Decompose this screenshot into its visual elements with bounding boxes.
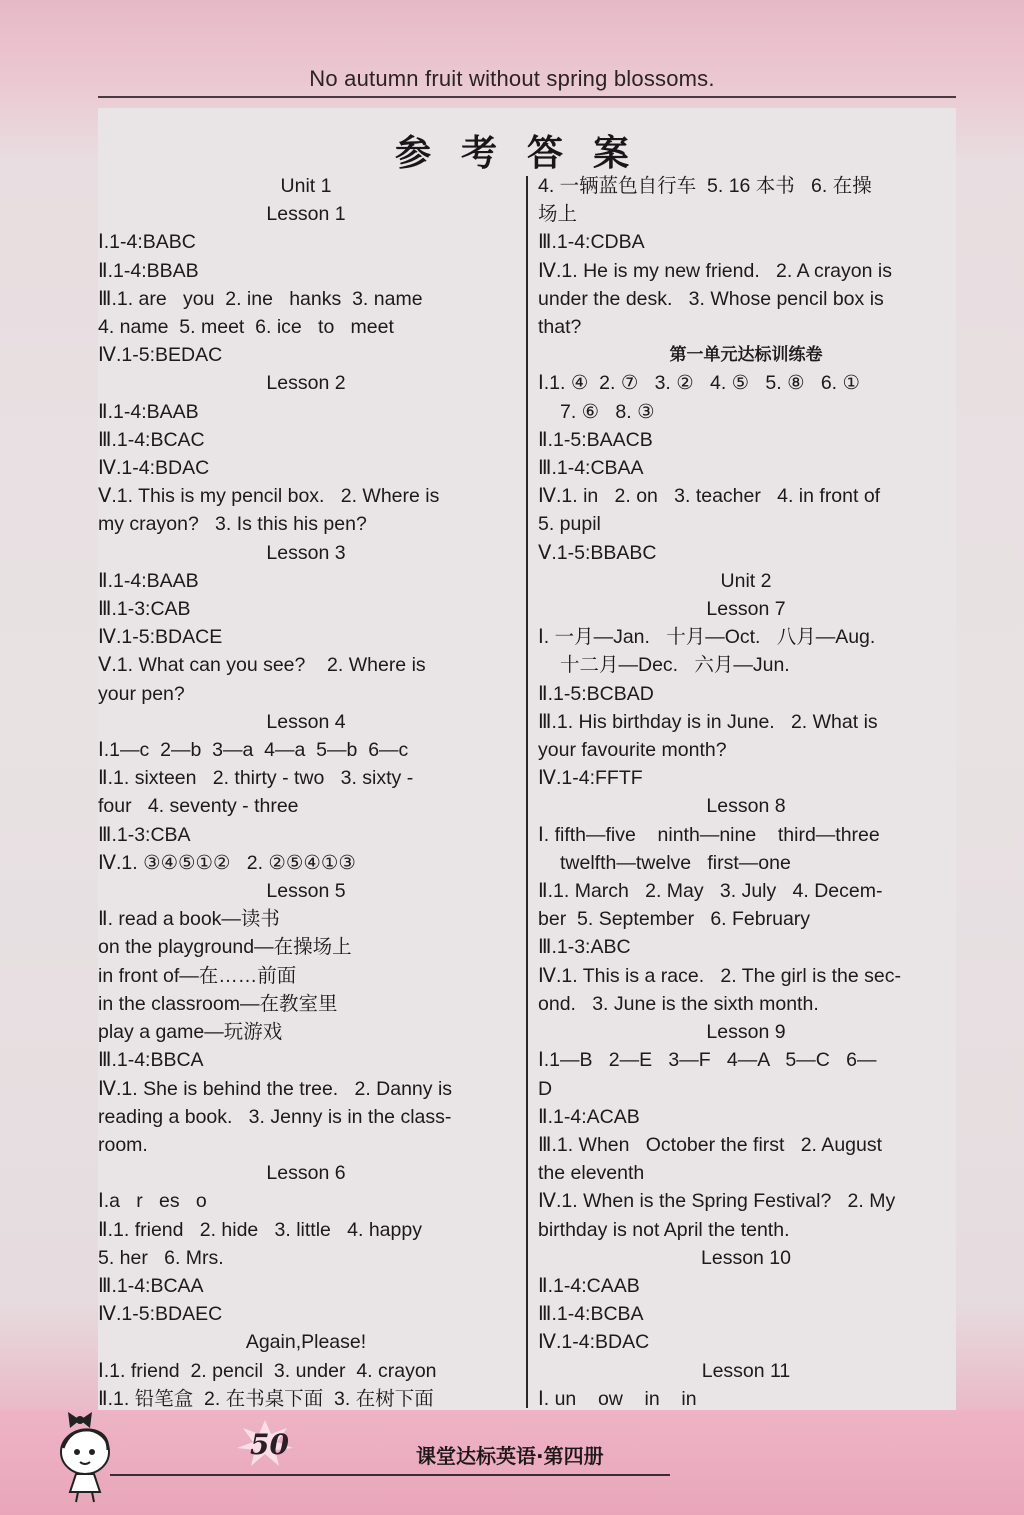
- answer-line: Ⅰ.1—B 2—E 3—F 4—A 5—C 6—: [538, 1049, 877, 1072]
- answer-line: your favourite month?: [538, 739, 727, 762]
- answer-line: Ⅱ.1. sixteen 2. thirty - two 3. sixty -: [98, 767, 414, 790]
- answer-line: Lesson 4: [266, 710, 346, 733]
- answer-line: Ⅱ.1-4:BAAB: [98, 569, 199, 592]
- answer-line: Lesson 10: [701, 1246, 791, 1269]
- answer-line: in front of—在……前面: [98, 964, 297, 987]
- answer-line: Ⅲ.1-4:BBCA: [98, 1049, 204, 1072]
- answer-line: Ⅲ.1. When October the first 2. August: [538, 1133, 883, 1156]
- answer-line: Ⅰ.1. ④ 2. ⑦ 3. ② 4. ⑤ 5. ⑧ 6. ①: [538, 372, 860, 395]
- answer-line: Ⅰ. fifth—five ninth—nine third—three: [538, 823, 880, 846]
- answer-line: room.: [98, 1133, 148, 1156]
- answer-line: ond. 3. June is the sixth month.: [538, 992, 819, 1015]
- answer-line: Ⅲ.1-4:CBAA: [538, 457, 644, 480]
- answer-line: Ⅰ.1—c 2—b 3—a 4—a 5—b 6—c: [98, 739, 409, 762]
- answer-line: Ⅲ.1-4:BCAC: [98, 428, 205, 451]
- answer-line: Lesson 2: [266, 372, 346, 395]
- answer-line: Lesson 5: [266, 880, 346, 903]
- answer-line: 场上: [538, 203, 578, 226]
- answer-line: Ⅲ.1. His birthday is in June. 2. What is: [538, 710, 878, 733]
- answer-line: Ⅰ.1. friend 2. pencil 3. under 4. crayon: [98, 1359, 437, 1382]
- page-title: 参考答案: [394, 133, 659, 174]
- answer-line: Lesson 7: [706, 598, 786, 621]
- answer-line: birthday is not April the tenth.: [538, 1218, 790, 1241]
- answer-line: Ⅱ.1-4:BAAB: [98, 400, 199, 423]
- answer-line: D: [538, 1077, 553, 1100]
- answer-line: 十二月—Dec. 六月—Jun.: [560, 654, 790, 677]
- answer-line: Ⅲ.1-3:CAB: [98, 598, 191, 621]
- answer-line: twelfth—twelve first—one: [560, 851, 791, 874]
- answer-line: Ⅳ.1-4:BDAC: [538, 1331, 650, 1354]
- footer-rule: [110, 1474, 670, 1476]
- answer-line: Ⅴ.1. What can you see? 2. Where is: [98, 654, 426, 677]
- answer-line: Ⅱ.1. 铅笔盒 2. 在书桌下面 3. 在树下面: [98, 1387, 434, 1410]
- answer-line: Ⅰ. un ow in in: [538, 1387, 697, 1410]
- answer-line: 7. ⑥ 8. ③: [560, 400, 655, 423]
- answer-line: Ⅲ.1-3:ABC: [538, 936, 631, 959]
- answer-line: 4. name 5. meet 6. ice to meet: [98, 316, 394, 339]
- answer-line: Ⅳ.1. ③④⑤①② 2. ②⑤④①③: [98, 851, 356, 874]
- book-title: 课堂达标英语·第四册: [416, 1444, 604, 1468]
- answer-line: Lesson 9: [706, 1021, 786, 1044]
- answer-line: Ⅲ.1-4:BCAA: [98, 1274, 204, 1297]
- answer-line: Lesson 11: [701, 1359, 791, 1382]
- answer-line: ber 5. September 6. February: [538, 908, 811, 931]
- answer-line: Ⅱ.1-5:BAACB: [538, 428, 653, 451]
- answer-line: reading a book. 3. Jenny is in the class-: [98, 1105, 452, 1128]
- answer-line: my crayon? 3. Is this his pen?: [98, 513, 367, 536]
- answer-line: that?: [538, 316, 582, 339]
- answer-line: Ⅱ.1-4:CAAB: [538, 1274, 640, 1297]
- answer-line: Again,Please!: [245, 1331, 367, 1354]
- answer-line: Lesson 1: [266, 203, 346, 226]
- answer-line: under the desk. 3. Whose pencil box is: [538, 287, 884, 310]
- answer-line: on the playground—在操场上: [98, 936, 352, 959]
- answer-line: the eleventh: [538, 1162, 645, 1185]
- answer-line: Ⅰ.a r es o: [98, 1190, 207, 1213]
- answer-line: Ⅴ.1-5:BBABC: [538, 541, 657, 564]
- right-column: [538, 172, 954, 1413]
- answer-line: play a game—玩游戏: [98, 1021, 283, 1044]
- column-divider: [526, 176, 528, 1408]
- answer-line: Lesson 6: [266, 1162, 346, 1185]
- answer-line: Ⅳ.1-4:BDAC: [98, 457, 210, 480]
- answer-line: Ⅳ.1. in 2. on 3. teacher 4. in front of: [538, 485, 881, 508]
- header-motto: No autumn fruit without spring blossoms.: [309, 66, 715, 91]
- answer-line: Ⅳ.1. When is the Spring Festival? 2. My: [538, 1190, 896, 1213]
- answer-line: Ⅳ.1-4:FFTF: [538, 767, 643, 790]
- cartoon-girl-icon: [50, 1410, 125, 1505]
- answer-line: Ⅳ.1-5:BDACE: [98, 626, 223, 649]
- answer-line: Ⅳ.1. This is a race. 2. The girl is the sec-: [538, 964, 901, 987]
- answer-line: Ⅱ.1. friend 2. hide 3. little 4. happy: [98, 1218, 422, 1241]
- answer-line: in the classroom—在教室里: [98, 992, 338, 1015]
- answer-line: Ⅲ.1-4:BCBA: [538, 1303, 644, 1326]
- answer-line: Ⅲ.1-4:CDBA: [538, 231, 645, 254]
- answer-line: Ⅱ.1-4:ACAB: [538, 1105, 640, 1128]
- answer-line: Ⅱ.1-4:BBAB: [98, 259, 199, 282]
- answer-line: 第一单元达标训练卷: [669, 345, 823, 366]
- answer-line: Ⅳ.1. He is my new friend. 2. A crayon is: [538, 259, 892, 282]
- answer-line: Ⅱ.1. March 2. May 3. July 4. Decem-: [538, 880, 883, 903]
- answer-line: Lesson 8: [706, 795, 786, 818]
- answer-line: Unit 1: [280, 175, 332, 197]
- left-column: [98, 172, 514, 1413]
- answer-line: your pen?: [98, 682, 185, 705]
- header-rule: [98, 96, 956, 98]
- answer-line: four 4. seventy - three: [98, 795, 299, 818]
- answer-line: Ⅰ. 一月—Jan. 十月—Oct. 八月—Aug.: [538, 626, 876, 649]
- answer-line: 5. pupil: [538, 513, 601, 536]
- answer-line: Ⅴ.1. This is my pencil box. 2. Where is: [98, 485, 440, 508]
- answer-line: 5. her 6. Mrs.: [98, 1246, 224, 1269]
- answer-line: Ⅳ.1. She is behind the tree. 2. Danny is: [98, 1077, 453, 1100]
- page-number: 50: [250, 1428, 289, 1461]
- answer-line: 4. 一辆蓝色自行车 5. 16 本书 6. 在操: [538, 175, 872, 197]
- answer-line: Ⅰ.1-4:BABC: [98, 231, 196, 254]
- answer-line: Ⅳ.1-5:BDAEC: [98, 1303, 223, 1326]
- answer-line: Unit 2: [720, 569, 772, 592]
- answer-line: Ⅲ.1-3:CBA: [98, 823, 191, 846]
- answer-line: Ⅱ.1-5:BCBAD: [538, 682, 654, 705]
- answer-line: Ⅱ. read a book—读书: [98, 908, 280, 931]
- answer-line: Ⅳ.1-5:BEDAC: [98, 344, 223, 367]
- answer-line: Ⅲ.1. are you 2. ine hanks 3. name: [98, 287, 423, 310]
- answer-line: Lesson 3: [266, 541, 346, 564]
